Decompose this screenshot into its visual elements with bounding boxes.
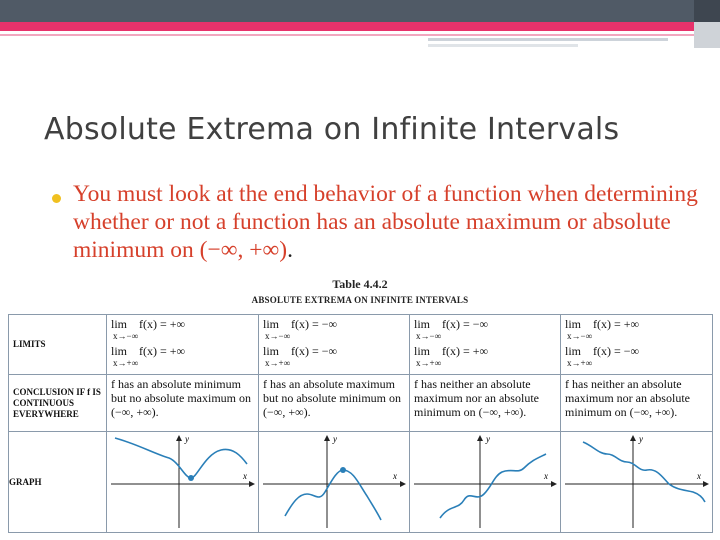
limits-cell-4 bbox=[561, 315, 713, 375]
decor-line-1 bbox=[428, 38, 668, 41]
limits-cell-2 bbox=[259, 315, 410, 375]
conclusion-cell-4: f has neither an absolute maximum nor an absolute minimum on (−∞, +∞). bbox=[561, 375, 713, 432]
lim-word: lim bbox=[565, 317, 582, 331]
absolute-min-point bbox=[188, 475, 194, 481]
conclusion-cell-2: f has an absolute maximum but no absolute minimum on (−∞, +∞). bbox=[259, 375, 410, 432]
function-curve bbox=[285, 470, 381, 520]
conclusion-row bbox=[9, 375, 713, 432]
axis-label-y: y bbox=[486, 434, 490, 444]
graph-1 bbox=[107, 432, 258, 532]
lim-word: lim bbox=[414, 317, 431, 331]
row-head-limits: LIMITS bbox=[9, 315, 107, 375]
axis-label-y: y bbox=[185, 434, 189, 444]
graph-2 bbox=[259, 432, 409, 532]
lim-sub: x→−∞ bbox=[113, 331, 138, 341]
absolute-max-point bbox=[340, 467, 346, 473]
lim-sub: x→−∞ bbox=[265, 331, 290, 341]
y-axis-arrow bbox=[324, 435, 330, 441]
graph-cell-3 bbox=[410, 432, 561, 533]
x-axis-arrow bbox=[400, 481, 406, 487]
graph-4 bbox=[561, 432, 712, 532]
bullet-body: You must look at the end behavior of a function when determining whether or not a function has an absolute maximum or absolute minimum on (−∞, +∞) bbox=[73, 181, 698, 263]
x-axis-arrow bbox=[249, 481, 255, 487]
lim-expr: f(x) = −∞ bbox=[442, 317, 489, 331]
lim-expr: f(x) = +∞ bbox=[139, 317, 186, 331]
limits-cell-3 bbox=[410, 315, 561, 375]
conclusion-cell-1: f has an absolute minimum but no absolute maximum on (−∞, +∞). bbox=[107, 375, 259, 432]
table-subtitle: ABSOLUTE EXTREMA ON INFINITE INTERVALS bbox=[251, 295, 469, 305]
axis-label-x: x bbox=[243, 471, 247, 481]
lim-sub: x→+∞ bbox=[113, 358, 138, 368]
y-axis-arrow bbox=[176, 435, 182, 441]
y-axis-arrow bbox=[477, 435, 483, 441]
lim-expr: f(x) = +∞ bbox=[442, 344, 489, 358]
function-curve bbox=[583, 442, 705, 502]
lim-sub: x→+∞ bbox=[567, 358, 592, 368]
axis-label-y: y bbox=[639, 434, 643, 444]
graph-row bbox=[9, 432, 713, 533]
function-curve bbox=[440, 454, 546, 518]
lim-expr: f(x) = −∞ bbox=[593, 344, 640, 358]
function-curve bbox=[115, 438, 247, 478]
conclusion-cell-3: f has neither an absolute maximum nor an absolute minimum on (−∞, +∞). bbox=[410, 375, 561, 432]
lim-sub: x→+∞ bbox=[265, 358, 290, 368]
limits-cell-1 bbox=[107, 315, 259, 375]
x-axis-arrow bbox=[703, 481, 709, 487]
decor-line-2 bbox=[428, 44, 578, 47]
lim-expr: f(x) = −∞ bbox=[291, 344, 338, 358]
accent-line bbox=[0, 34, 694, 36]
bullet-text bbox=[73, 180, 703, 264]
lim-word: lim bbox=[565, 344, 582, 358]
axis-label-x: x bbox=[393, 471, 397, 481]
lim-sub: x→+∞ bbox=[416, 358, 441, 368]
slide-top-bar bbox=[0, 0, 720, 22]
lim-expr: f(x) = +∞ bbox=[593, 317, 640, 331]
lim-word: lim bbox=[414, 344, 431, 358]
row-head-conclusion: CONCLUSION IF f IS CONTINUOUS EVERYWHERE bbox=[9, 375, 107, 432]
y-axis-arrow bbox=[630, 435, 636, 441]
table-caption: Table 4.4.2 bbox=[332, 277, 388, 291]
lim-expr: f(x) = +∞ bbox=[139, 344, 186, 358]
limits-row bbox=[9, 315, 713, 375]
lim-word: lim bbox=[111, 317, 128, 331]
lim-expr: f(x) = −∞ bbox=[291, 317, 338, 331]
axis-label-x: x bbox=[544, 471, 548, 481]
graph-cell-1 bbox=[107, 432, 259, 533]
lim-word: lim bbox=[263, 344, 280, 358]
lim-sub: x→−∞ bbox=[567, 331, 592, 341]
lim-word: lim bbox=[111, 344, 128, 358]
graph-cell-4 bbox=[561, 432, 713, 533]
row-head-graph: GRAPH bbox=[9, 432, 107, 533]
right-strip bbox=[694, 22, 720, 48]
axis-label-y: y bbox=[333, 434, 337, 444]
slide-title: Absolute Extrema on Infinite Intervals bbox=[44, 112, 620, 147]
lim-sub: x→−∞ bbox=[416, 331, 441, 341]
extrema-table bbox=[8, 314, 713, 533]
bullet-period: . bbox=[287, 237, 293, 263]
bullet-icon bbox=[52, 194, 61, 203]
graph-cell-2 bbox=[259, 432, 410, 533]
axis-label-x: x bbox=[697, 471, 701, 481]
x-axis-arrow bbox=[551, 481, 557, 487]
graph-3 bbox=[410, 432, 560, 532]
lim-word: lim bbox=[263, 317, 280, 331]
accent-band bbox=[0, 22, 694, 31]
